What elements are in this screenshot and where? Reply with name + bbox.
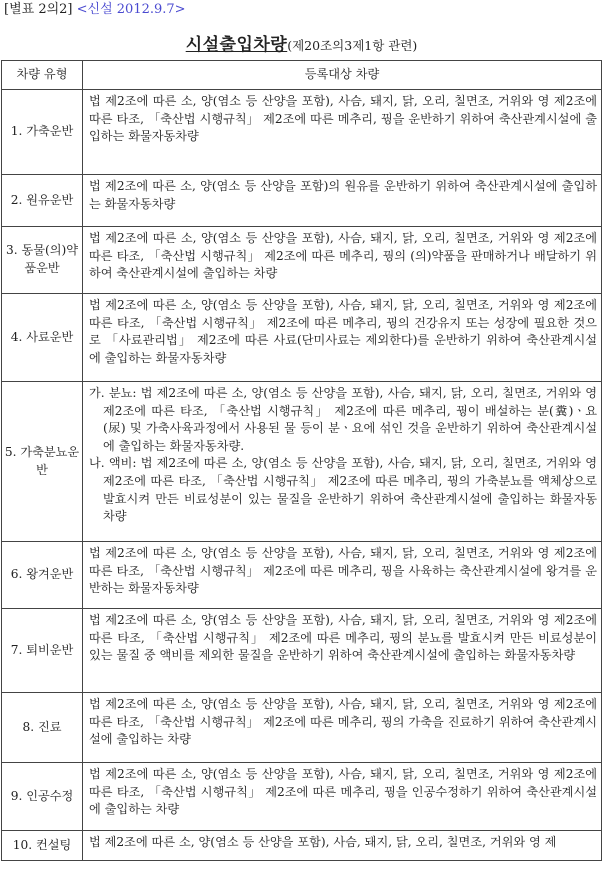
annex-label: [별표 2의2]: [4, 2, 73, 17]
row-type: 6. 왕겨운반: [2, 542, 83, 609]
vehicle-table: [1, 60, 602, 861]
annex-header: [4, 0, 186, 20]
column-header-type: 차량 유형: [2, 61, 83, 90]
row-description: 법 제2조에 따른 소, 양(염소 등 산양을 포함), 사슴, 돼지, 닭, 오리, 칠면조, 거위와 영 제2조에 따른 타조, 「축산법 시행규칙」 제2조에 따른 메추리, 꿩의 가축을 진료하기 위하여 축산관계시설에 출입하는 차량: [83, 693, 602, 763]
column-header-vehicles: 등록대상 차량: [83, 61, 602, 90]
row-description: 법 제2조에 따른 소, 양(염소 등 산양을 포함), 사슴, 돼지, 닭, 오리, 칠면조, 거위와 영 제2조에 따른 타조, 「축산법 시행규칙」 제2조에 따른 메추리, 꿩의 (의)약품을 판매하거나 배달하기 위하여 축산관계시설에 출입하는 차량: [83, 227, 602, 294]
row-type: 2. 원유운반: [2, 175, 83, 227]
row-type: 7. 퇴비운반: [2, 609, 83, 693]
table-row: [2, 382, 602, 542]
row-type: 9. 인공수정: [2, 763, 83, 831]
row-type: 5. 가축분뇨운반: [2, 382, 83, 542]
table-row: [2, 175, 602, 227]
row-description: 법 제2조에 따른 소, 양(염소 등 산양을 포함), 사슴, 돼지, 닭, 오리, 칠면조, 거위와 영 제2조에 따른 타조, 「축산법 시행규칙」 제2조에 따른 메추리, 꿩을 인공수정하기 위하여 축산관계시설에 출입하는 차량: [83, 763, 602, 831]
document-title: [0, 30, 603, 55]
table-row: [2, 227, 602, 294]
table-row: [2, 763, 602, 831]
row-description: 법 제2조에 따른 소, 양(염소 등 산양을 포함), 사슴, 돼지, 닭, 오리, 칠면조, 거위와 영 제2조에 따른 타조, 「축산법 시행규칙」 제2조에 따른 메추리, 꿩을 운반하기 위하여 축산관계시설에 출입하는 화물자동차량: [83, 90, 602, 175]
row-description: 법 제2조에 따른 소, 양(염소 등 산양을 포함), 사슴, 돼지, 닭, 오리, 칠면조, 거위와 영 제2조에 따른 타조, 「축산법 시행규칙」 제2조에 따른 메추리, 꿩의 분뇨를 발효시켜 만든 비료성분이 있는 물질 중 액비를 제외한 물질을 운반하기 위하여 축산관계시설에 출입하는 화물자동차량: [83, 609, 602, 693]
row-type: 10. 컨설팅: [2, 831, 83, 861]
title-sub: (제20조의3제1항 관련): [287, 38, 418, 53]
table-row: [2, 542, 602, 609]
title-main: 시설출입차량: [185, 35, 288, 55]
table-row: [2, 90, 602, 175]
row-type: 8. 진료: [2, 693, 83, 763]
revision-note: <신설 2012.9.7>: [76, 2, 186, 17]
row-description: [83, 382, 602, 542]
table-row: [2, 294, 602, 382]
sub-item-manure: 가. 분뇨: 법 제2조에 따른 소, 양(염소 등 산양을 포함), 사슴, 돼지, 닭, 오리, 칠면조, 거위와 영 제2조에 따른 타조, 「축산법 시행규칙」 제2조에 따른 메추리, 꿩이 배설하는 분(糞)ㆍ요(尿) 및 가축사육과정에서 사용된 물 등이 분ㆍ요에 섞인 것을 운반하기 위하여 축산관계시설에 출입하는 화물자동차량.: [89, 386, 597, 453]
table-header-row: [2, 61, 602, 90]
row-description: 법 제2조에 따른 소, 양(염소 등 산양을 포함), 사슴, 돼지, 닭, 오리, 칠면조, 거위와 영 제: [83, 831, 602, 861]
row-description: 법 제2조에 따른 소, 양(염소 등 산양을 포함), 사슴, 돼지, 닭, 오리, 칠면조, 거위와 영 제2조에 따른 타조, 「축산법 시행규칙」 제2조에 따른 메추리, 꿩을 사육하는 축산관계시설에 왕겨를 운반하는 화물자동차량: [83, 542, 602, 609]
table-row: [2, 831, 602, 861]
row-type: 4. 사료운반: [2, 294, 83, 382]
row-type: 3. 동물(의)약품운반: [2, 227, 83, 294]
table-row: [2, 693, 602, 763]
table-row: [2, 609, 602, 693]
row-description: 법 제2조에 따른 소, 양(염소 등 산양을 포함)의 원유를 운반하기 위하여 축산관계시설에 출입하는 화물자동차량: [83, 175, 602, 227]
row-type: 1. 가축운반: [2, 90, 83, 175]
sub-item-liquid-fertilizer: 나. 액비: 법 제2조에 따른 소, 양(염소 등 산양을 포함), 사슴, 돼지, 닭, 오리, 칠면조, 거위와 영 제2조에 따른 타조, 「축산법 시행규칙」 제2조에 따른 메추리, 꿩의 가축분뇨를 액체상으로 발효시켜 만든 비료성분이 있는 물질을 운반하기 위하여 축산관계시설에 출입하는 화물자동차량: [89, 456, 597, 524]
row-description: 법 제2조에 따른 소, 양(염소 등 산양을 포함), 사슴, 돼지, 닭, 오리, 칠면조, 거위와 영 제2조에 따른 타조, 「축산법 시행규칙」 제2조에 따른 메추리, 꿩의 건강유지 또는 성장에 필요한 것으로 「사료관리법」 제2조에 따른 사료(단미사료는 제외한다)를 운반하기 위하여 축산관계시설에 출입하는 화물자동차량: [83, 294, 602, 382]
